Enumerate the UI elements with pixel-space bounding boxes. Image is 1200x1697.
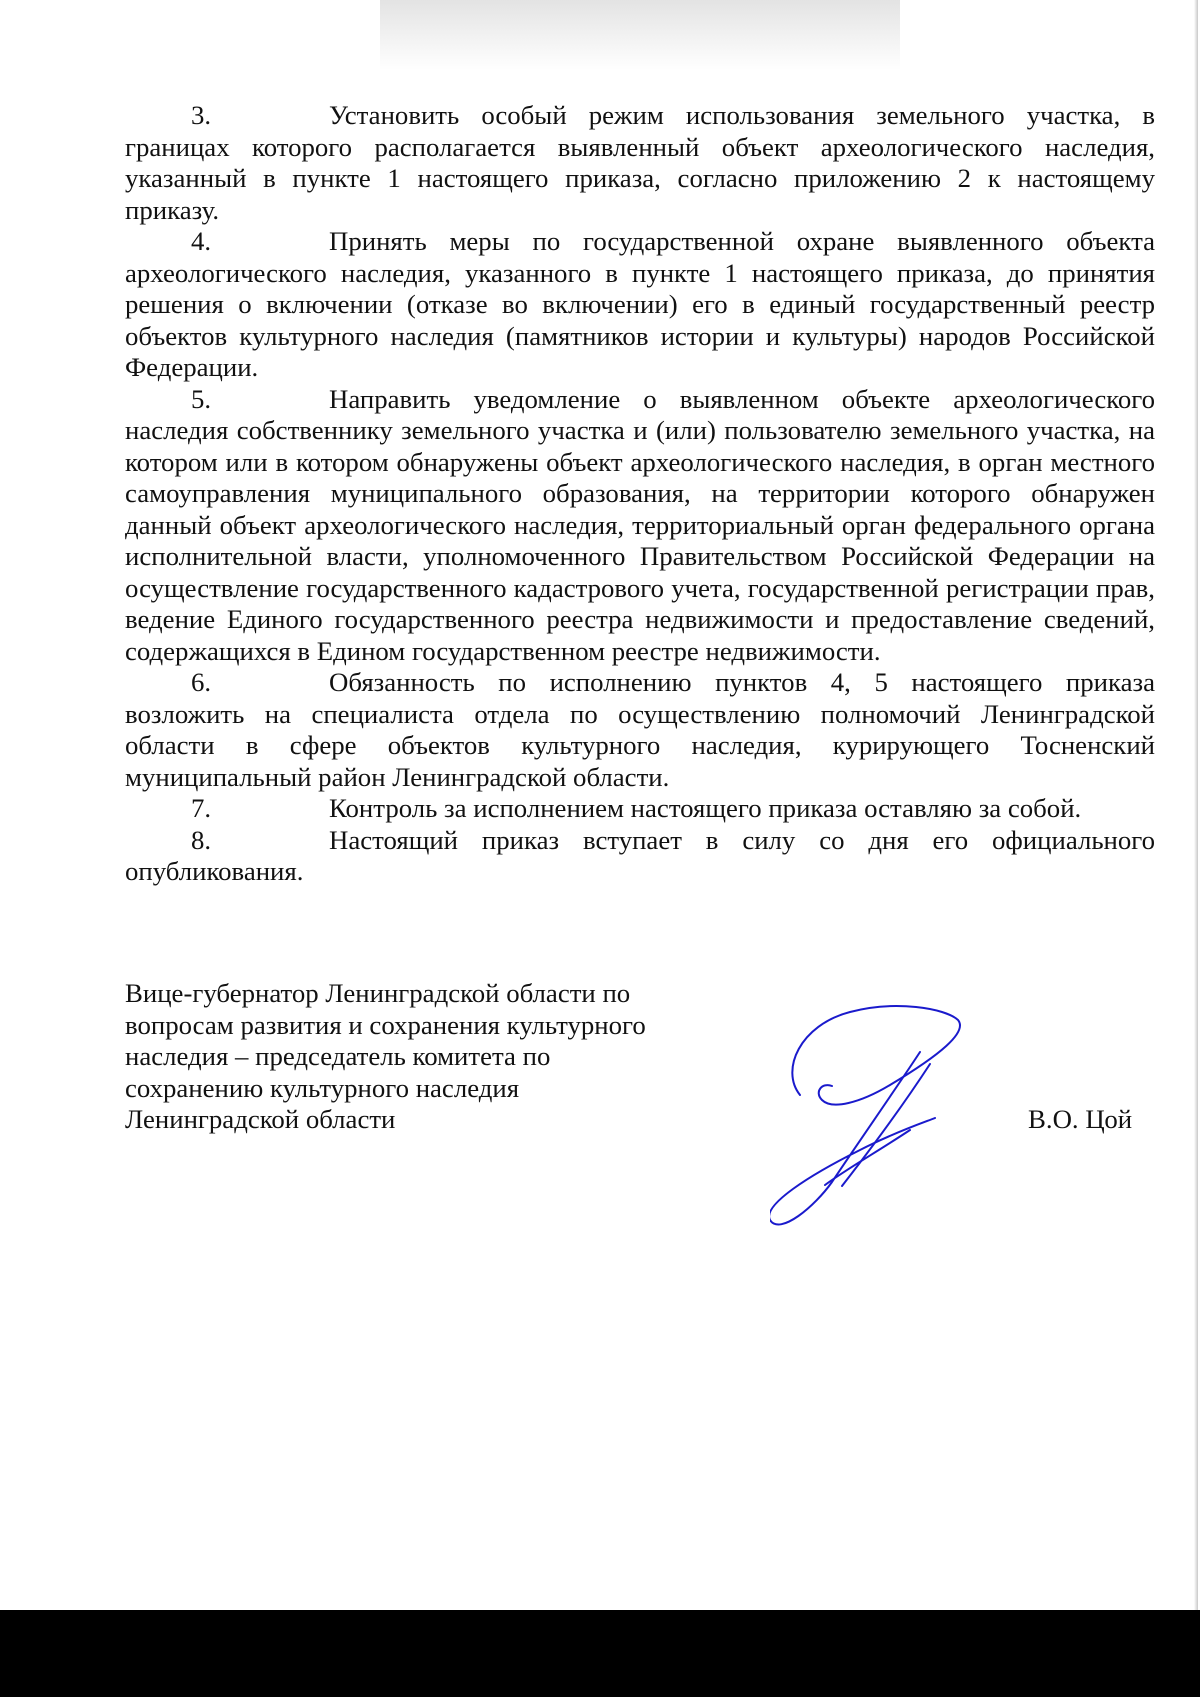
paragraph-7	[125, 793, 1155, 825]
scan-shadow	[380, 0, 900, 70]
signatory-line: наследия – председатель комитета по	[125, 1041, 551, 1071]
scan-border	[0, 1610, 1200, 1697]
paragraph-8	[125, 825, 1155, 888]
paragraph-number: 4.	[191, 226, 212, 256]
paragraph-number: 3.	[191, 100, 212, 130]
paragraph-number: 5.	[191, 383, 212, 414]
paragraph-number: 7.	[191, 793, 212, 823]
paragraph-3	[125, 100, 1155, 226]
paragraph-text: Направить уведомление о выявленном объекте археологического наследия собственнику земельного участка и (или) пользователю земельного участка, на котором или в котором обнаружены объект археологического наследия, в орган местного самоуправления муниципального образования, на территории которого обнаружен данный объект археологического наследия, территориальный орган федерального органа исполнительной власти, уполномоченного Правительством Российской Федерации на осуществление государственного кадастрового учета, государственной регистрации прав, ведение Единого государственного реестра недвижимости и предоставление сведений, содержащихся в Едином государственном реестре недвижимости.	[125, 383, 1155, 666]
paragraph-number: 6.	[191, 667, 212, 697]
signatory-line: сохранению культурного наследия	[125, 1072, 520, 1103]
signatory-line: Ленинградской области	[125, 1104, 396, 1134]
document-body	[125, 100, 1155, 888]
paragraph-5	[125, 384, 1155, 668]
paragraph-6	[125, 667, 1155, 793]
signatory-line: Вице-губернатор Ленинградской области по	[125, 978, 631, 1008]
paragraph-number: 8.	[191, 824, 212, 855]
scan-edge	[1194, 0, 1198, 1610]
paragraph-text: Принять меры по государственной охране выявленного объекта археологического наследия, указанного в пункте 1 настоящего приказа, до принятия решения о включении (отказе во включении) его в единый государственный реестр объектов культурного наследия (памятников истории и культуры) народов Российской Федерации.	[125, 226, 1155, 382]
signatory-line: вопросам развития и сохранения культурного	[125, 1009, 646, 1040]
signature-icon	[770, 1000, 970, 1240]
paragraph-text: Настоящий приказ вступает в силу со дня его официального опубликования.	[125, 824, 1155, 886]
signatory-title	[125, 978, 725, 1136]
paragraph-text: Обязанность по исполнению пунктов 4, 5 настоящего приказа возложить на специалиста отдела по осуществлению полномочий Ленинградской области в сфере объектов культурного наследия, курирующего Тосненский муниципальный район Ленинградской области.	[125, 667, 1155, 792]
paragraph-4	[125, 226, 1155, 384]
signer-name: В.О. Цой	[1028, 1104, 1133, 1134]
paragraph-text: Установить особый режим использования земельного участка, в границах которого располагается выявленный объект археологического наследия, указанный в пункте 1 настоящего приказа, согласно приложению 2 к настоящему приказу.	[125, 100, 1155, 225]
paragraph-text: Контроль за исполнением настоящего приказа оставляю за собой.	[329, 793, 1082, 823]
